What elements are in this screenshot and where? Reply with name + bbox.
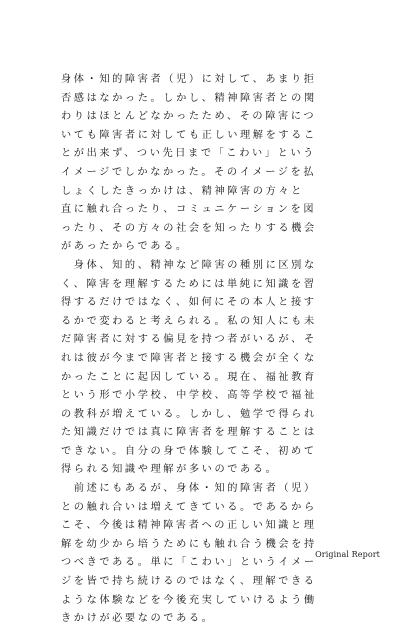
text-line: きかけが必要なのである。	[61, 613, 215, 625]
text-line: の教科が増えている。しかし、勉学で得られ	[61, 408, 317, 420]
text-line: 解を幼少から培うためにも触れ合う機会を持	[61, 538, 317, 550]
report-body	[61, 71, 351, 629]
text-line: ったり、その方々の社会を知ったりする機会	[61, 222, 317, 234]
text-line: 否感はなかった。しかし、精神障害者との関	[61, 92, 317, 104]
text-line: 身体、知的、精神など障害の種別に区別な	[61, 259, 317, 271]
text-line: た知識だけでは真に障害者を理解することは	[61, 427, 317, 439]
text-line: という形で小学校、中学校、高等学校で福祉	[61, 390, 317, 402]
text-line: わりはほとんどなかったため、その障害につ	[61, 111, 317, 123]
text-line: イメージでしかなかった。そのイメージを払	[61, 166, 317, 178]
text-line: 身体・知的障害者（児）に対して、あまり拒	[61, 74, 317, 85]
text-line: 前述にもあるが、身体・知的障害者（児）	[61, 483, 317, 495]
text-line: 直に触れ合ったり、コミュニケーションを図	[61, 204, 317, 216]
text-line: るかで変わると考えられる。私の知人にも未	[61, 315, 317, 327]
text-line: 得するだけではなく、如何にその本人と接す	[61, 297, 317, 309]
footer-label: Original Report	[315, 550, 380, 559]
text-line: とが出来ず、つい先日まで「こわい」という	[61, 148, 316, 160]
text-line: 得られる知識や理解が多いのである。	[61, 464, 279, 476]
text-line: との触れ合いは増えてきている。であるから	[61, 501, 317, 513]
text-line: れは彼が今まで障害者と接する機会が全くな	[61, 352, 317, 364]
text-line: こそ、今後は精神障害者への正しい知識と理	[61, 520, 317, 532]
text-line: があったからである。	[61, 241, 189, 253]
text-line: できない。自分の身で体験してこそ、初めて	[61, 445, 317, 457]
text-line: つべきである。単に「こわい」というイメー	[61, 557, 317, 569]
text-line: しょくしたきっかけは、精神障害の方々と	[61, 185, 304, 197]
text-line: く、障害を理解するためには単純に知識を習	[61, 278, 317, 290]
text-line: ような体験などを今後充実していけるよう働	[61, 594, 317, 606]
text-line: かったことに起因している。現在、福祉教育	[61, 371, 317, 383]
text-line: ジを皆で持ち続けるのではなく、理解できる	[61, 576, 317, 588]
text-line: だ障害者に対する偏見を持つ者がいるが、そ	[61, 334, 317, 346]
text-line: いても障害者に対しても正しい理解をするこ	[61, 129, 317, 141]
